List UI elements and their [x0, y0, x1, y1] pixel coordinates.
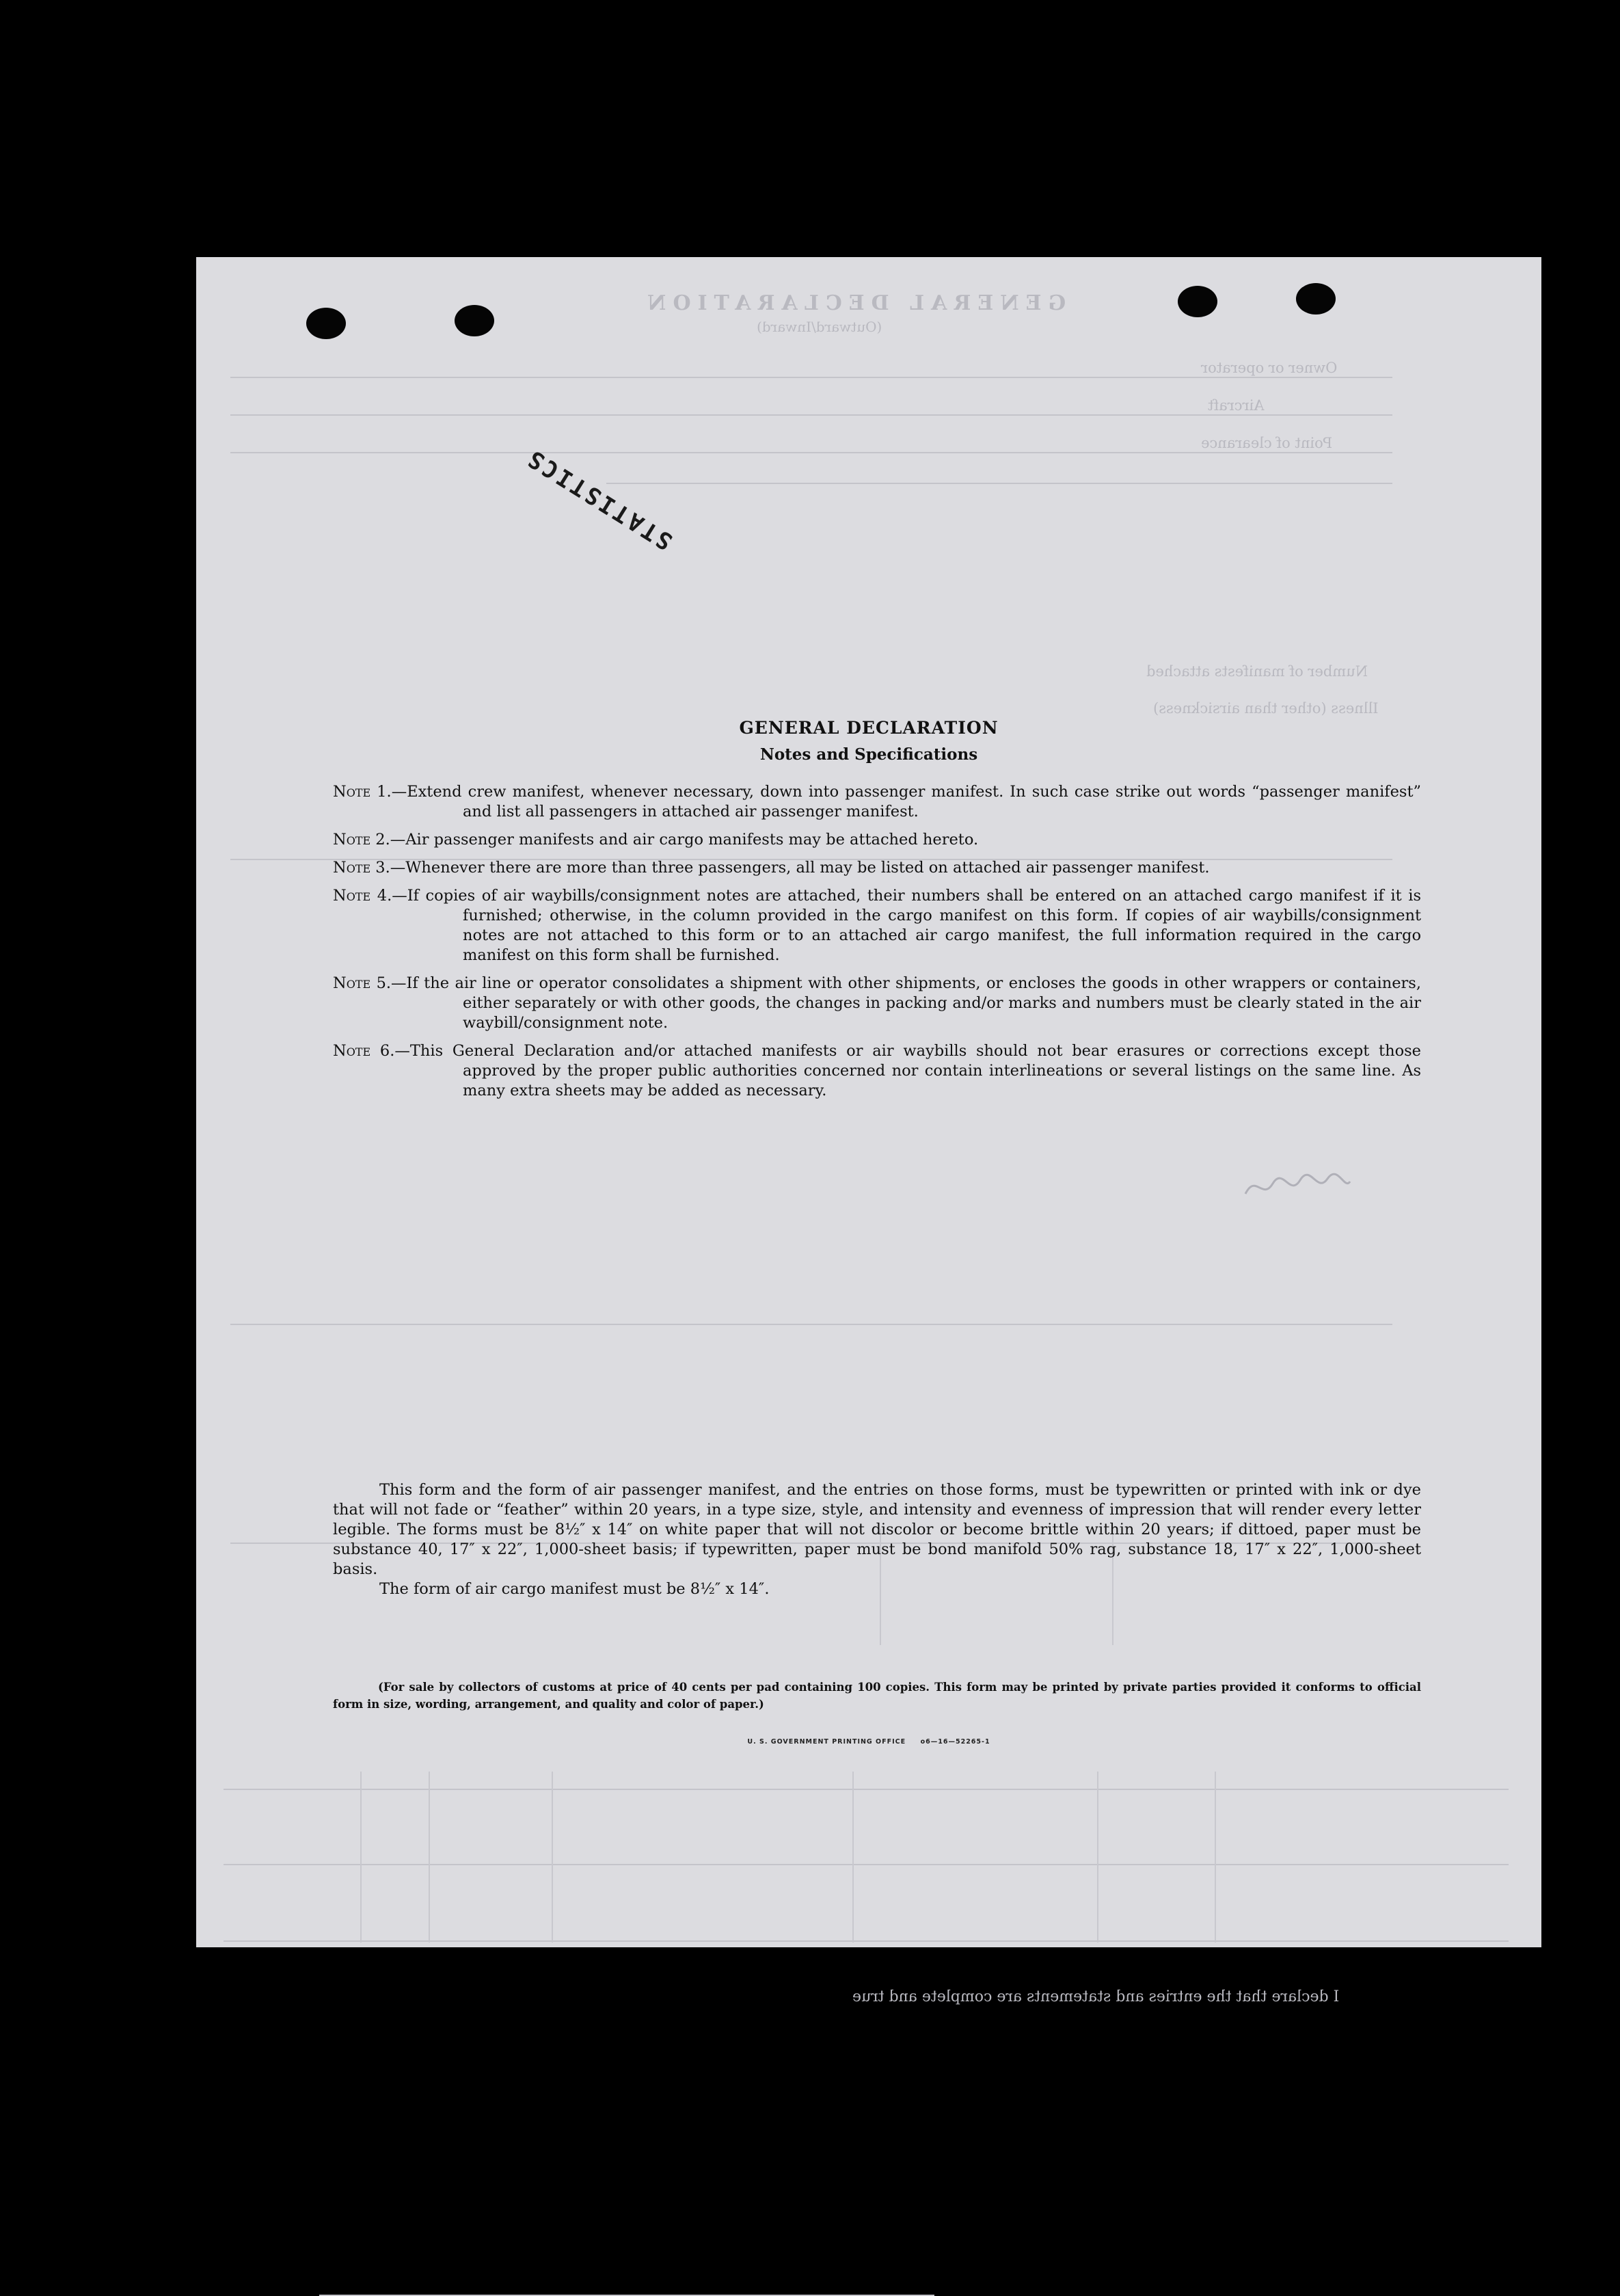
note-text: Air passenger manifests and air cargo manifests may be attached hereto. [405, 831, 979, 849]
showthrough-manifests: Number of manifests attached [1146, 663, 1368, 680]
sale-notice: (For sale by collectors of customs at price of 40 cents per pad containing 100 copies. This form may be printed by private parties provided it conforms to official form in size, wording, arrangement, and quality and color of paper.) [333, 1681, 1421, 1711]
showthrough-owner: Owner or operator [1201, 360, 1338, 376]
note-6: Note 6.—This General Declaration and/or attached manifests or air waybills should not bear erasures or corrections except those approved by the proper public authorities concerned nor contain interlineations or several listings on the same line. As many extra sheets may be added as necessary. [333, 1042, 1421, 1099]
document-page [196, 257, 1541, 2005]
showthrough-rule [606, 483, 1392, 484]
showthrough-column [1215, 1772, 1216, 1943]
showthrough-point: Point of clearance [1201, 435, 1333, 451]
punch-hole-left-2 [455, 305, 494, 336]
showthrough-column [429, 1772, 430, 1943]
note-1: Note 1.—Extend crew manifest, whenever necessary, down into passenger manifest. In such case strike out words “passenger manifest” and list all passengers in attached air passenger manifest. [333, 783, 1421, 820]
showthrough-rule [230, 377, 1392, 378]
note-label: Note 4. [333, 887, 392, 905]
showthrough-aircraft: Aircraft [1208, 397, 1265, 414]
specifications-paragraph: This form and the form of air passenger manifest, and the entries on those forms, must be typewritten or printed with ink or dye that will not fade or “feather” within 20 years, in a type size, style, and intensity and evenness of impression that will render every letter legible. The forms must be 8½″ x 14″ on white paper that will not discolor or become brittle within 20 years; if dittoed, paper must be substance 40, 17″ x 22″, 1,000-sheet basis; if typewritten, paper must be bond manifold 50% rag, substance 18, 17″ x 22″, 1,000-sheet basis. [333, 1481, 1421, 1578]
note-4: Note 4.—If copies of air waybills/consignment notes are attached, their numbers shall be entered on an attached cargo manifest if it is furnished; otherwise, in the column provided in the cargo manifest on this form. If copies of air waybills/consignment notes are not attached to this form or to an attached air cargo manifest, the full information required in the cargo manifest on this form shall be furnished. [333, 887, 1422, 964]
punch-hole-right [1178, 286, 1217, 317]
showthrough-rule [230, 452, 1392, 453]
punch-hole-left [306, 308, 346, 339]
showthrough-column [852, 1772, 854, 1943]
handwriting-showthrough [1242, 1166, 1351, 1207]
note-label: Note 6. [333, 1042, 395, 1060]
note-label: Note 1. [333, 783, 392, 801]
showthrough-rule [224, 1864, 1509, 1865]
showthrough-column [1097, 1772, 1098, 1943]
showthrough-rule [230, 1324, 1392, 1325]
page-subtitle: Notes and Specifications [759, 745, 978, 764]
showthrough-subtitle: (Outward/Inward) [757, 319, 882, 335]
notes-list [333, 782, 1421, 1109]
note-label: Note 2. [333, 831, 390, 849]
note-3: Note 3.—Whenever there are more than three passengers, all may be listed on attached air passenger manifest. [333, 859, 1210, 877]
note-label: Note 3. [333, 859, 390, 877]
statistics-stamp: STATISTICS [521, 443, 678, 555]
note-text: Whenever there are more than three passengers, all may be listed on attached air passenger manifest. [405, 859, 1210, 877]
note-5: Note 5.—If the air line or operator consolidates a shipment with other shipments, or encloses the goods in other wrappers or containers, either separately or with other goods, the changes in packing and/or marks and numbers must be clearly stated in the air waybill/consignment note. [333, 974, 1421, 1032]
note-label: Note 5. [333, 974, 392, 992]
specifications [333, 1480, 1421, 1599]
showthrough-title: GENERAL DECLARATION [640, 291, 1066, 315]
cargo-manifest-size: The form of air cargo manifest must be 8½″ x 14″. [379, 1580, 770, 1598]
punch-hole-right-2 [1296, 283, 1336, 315]
note-text: This General Declaration and/or attached manifests or air waybills should not bear erasures or corrections except those approved by the proper public authorities concerned nor contain interlineations or several listings on the same line. As many extra sheets may be added as necessary. [409, 1042, 1421, 1099]
showthrough-column [552, 1772, 553, 1943]
note-text: If the air line or operator consolidates a shipment with other shipments, or encloses the goods in other wrappers or containers, either separately or with other goods, the changes in packing and/or marks and numbers must be clearly stated in the air waybill/consignment note. [406, 974, 1421, 1032]
page-title: GENERAL DECLARATION [739, 718, 999, 738]
printer-imprint: U. S. GOVERNMENT PRINTING OFFICE o6—16—52265-1 [747, 1738, 990, 1746]
showthrough-declare: I declare that the entries and statements are complete and true [852, 1988, 1340, 2005]
showthrough-column [360, 1772, 362, 1943]
note-text: If copies of air waybills/consignment notes are attached, their numbers shall be entered on an attached cargo manifest if it is furnished; otherwise, in the column provided in the cargo manifest on this form. If copies of air waybills/consignment notes are not attached to this form or to an attached air cargo manifest, the full information required in the cargo manifest on this form shall be furnished. [407, 887, 1422, 964]
showthrough-rule [230, 414, 1392, 416]
note-2: Note 2.—Air passenger manifests and air cargo manifests may be attached hereto. [333, 831, 979, 849]
note-text: Extend crew manifest, whenever necessary, down into passenger manifest. In such case strike out words “passenger manifest” and list all passengers in attached air passenger manifest. [407, 783, 1421, 820]
showthrough-rule [224, 1789, 1509, 1790]
showthrough-rule [224, 1940, 1509, 1942]
showthrough-illness: Illness (other than airsickness) [1153, 700, 1379, 717]
